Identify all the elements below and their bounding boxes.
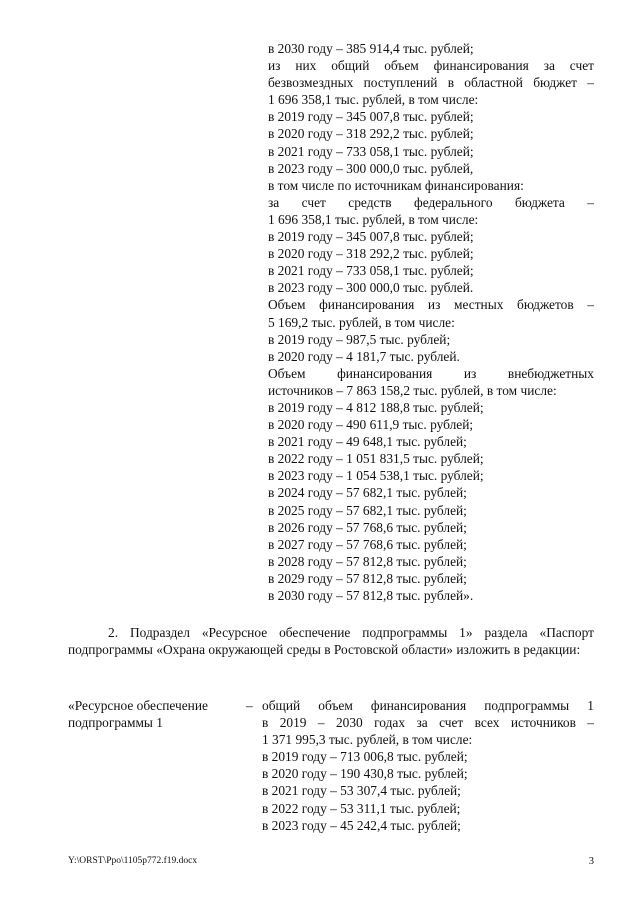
text-line: в 2021 году – 53 307,4 тыс. рублей;	[262, 783, 461, 799]
text-line: в 2024 году – 57 682,1 тыс. рублей;	[268, 485, 467, 501]
amendment-instruction	[68, 624, 594, 658]
text-line: в 2027 году – 57 768,6 тыс. рублей;	[268, 536, 467, 552]
passport-label-line: подпрограммы 1	[68, 715, 163, 731]
text-line: в 2020 году – 190 430,8 тыс. рублей;	[262, 766, 468, 782]
text-line: общий объем финансирования подпрограммы 1	[262, 698, 594, 713]
text-line: в 2019 году – 713 006,8 тыс. рублей;	[262, 749, 468, 765]
text-line: 1 371 995,3 тыс. рублей, в том числе:	[262, 732, 473, 748]
text-line: из них общий объем финансирования за счет	[268, 58, 594, 74]
file-path: Y:\ORST\Ppo\1105p772.f19.docx	[68, 856, 198, 866]
text-line: в 2019 году – 4 812 188,8 тыс. рублей;	[268, 399, 484, 415]
text-line: в 2028 году – 57 812,8 тыс. рублей;	[268, 553, 467, 569]
text-line: в 2022 году – 1 051 831,5 тыс. рублей;	[268, 451, 484, 467]
text-line: за счет средств федерального бюджета –	[268, 194, 594, 210]
text-line: 1 696 358,1 тыс. рублей, в том числе:	[268, 211, 479, 227]
text-line: в 2019 году – 345 007,8 тыс. рублей;	[268, 229, 474, 245]
passport-label	[68, 697, 248, 731]
passport-content	[262, 697, 594, 834]
text-line: в 2023 году – 300 000,0 тыс. рублей.	[268, 280, 474, 296]
text-line: 1 696 358,1 тыс. рублей, в том числе:	[268, 92, 479, 108]
text-line: в 2019 году – 987,5 тыс. рублей;	[268, 331, 451, 347]
text-line: Объем финансирования из внебюджетных	[268, 365, 594, 381]
text-line: в 2021 году – 733 058,1 тыс. рублей;	[268, 143, 474, 159]
funding-continuation	[268, 40, 594, 604]
text-line: в 2021 году – 49 648,1 тыс. рублей;	[268, 434, 467, 450]
passport-label-line: «Ресурсное обеспечение	[68, 698, 208, 713]
text-line: источников – 7 863 158,2 тыс. рублей, в том числе:	[268, 382, 557, 398]
text-line: в 2019 – 2030 годах за счет всех источников –	[262, 715, 594, 731]
text-line: в 2021 году – 733 058,1 тыс. рублей;	[268, 263, 474, 279]
text-line: в 2023 году – 300 000,0 тыс. рублей,	[268, 160, 474, 176]
text-line: в 2030 году – 57 812,8 тыс. рублей».	[268, 588, 474, 603]
text-line: 5 169,2 тыс. рублей, в том числе:	[268, 314, 455, 330]
text-line: безвозмездных поступлений в областной бюджет –	[268, 75, 594, 91]
text-line: в 2020 году – 318 292,2 тыс. рублей;	[268, 246, 474, 262]
text-line: в 2023 году – 45 242,4 тыс. рублей;	[262, 817, 461, 833]
text-line: в 2025 году – 57 682,1 тыс. рублей;	[268, 502, 467, 518]
page-number: 3	[588, 856, 594, 867]
text-line: в 2030 году – 385 914,4 тыс. рублей;	[268, 41, 474, 56]
text-line: Объем финансирования из местных бюджетов –	[268, 297, 594, 313]
text-line: в 2029 году – 57 812,8 тыс. рублей;	[268, 570, 467, 586]
text-line: в 2020 году – 490 611,9 тыс. рублей;	[268, 417, 474, 433]
text-line: в 2019 году – 345 007,8 тыс. рублей;	[268, 109, 474, 125]
text-line: в 2020 году – 4 181,7 тыс. рублей.	[268, 348, 460, 364]
passport-dash: –	[246, 698, 253, 713]
text-line: в 2022 году – 53 311,1 тыс. рублей;	[262, 800, 461, 816]
text-line: в 2026 году – 57 768,6 тыс. рублей;	[268, 519, 467, 535]
text-line: в 2023 году – 1 054 538,1 тыс. рублей;	[268, 468, 484, 484]
text-line: в том числе по источникам финансирования:	[268, 177, 524, 193]
text-line: в 2020 году – 318 292,2 тыс. рублей;	[268, 126, 474, 142]
instruction-text: 2. Подраздел «Ресурсное обеспечение подпрограммы 1» раздела «Паспорт подпрограммы «Охрана окружающей среды в Ростовской области» изложить в редакции:	[68, 625, 594, 658]
